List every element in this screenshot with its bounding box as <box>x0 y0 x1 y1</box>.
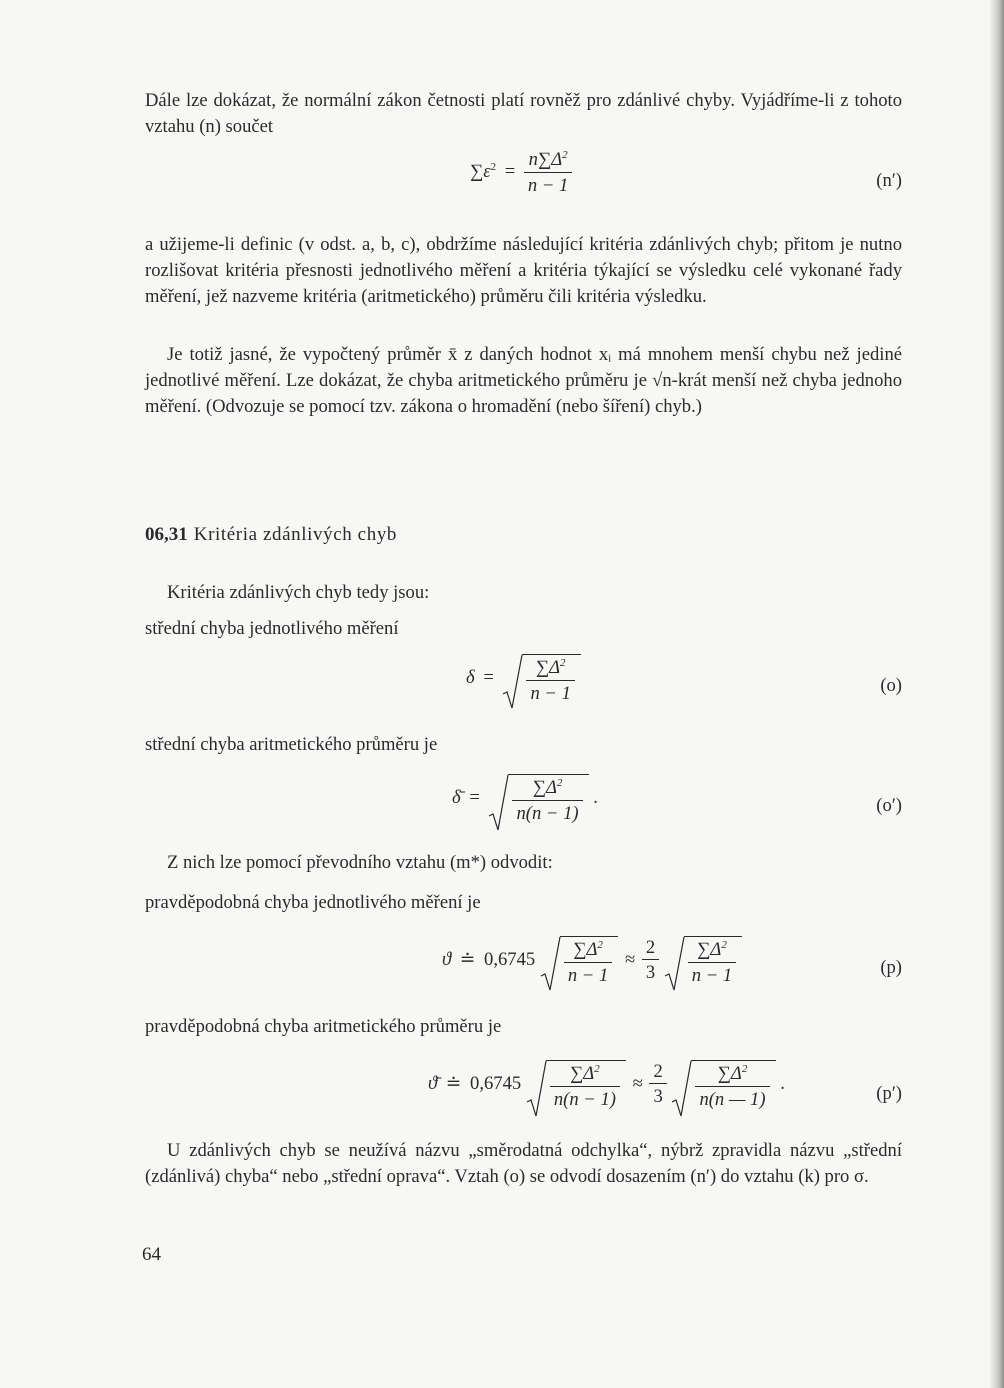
eq-o-lhs: δ <box>466 666 475 688</box>
section-heading <box>145 524 397 546</box>
equation-p-prime: ϑ̄ ≐ 0,6745 $\frac{\sum\Delta^2}{n(n - 1)}$ ≈ $\frac{2}{3}$ $\frac{\sum\Delta^2}{n(n — 1)}$ . <box>428 1060 785 1109</box>
eq-p-sqrt-2: $\frac{\sum\Delta^2}{n - 1}$ <box>664 936 742 985</box>
eq-p-prime-approx-equals: ≐ <box>445 1072 462 1094</box>
eq-o-prime-sqrt: $\frac{\sum\Delta^2}{n(n - 1)}$ <box>488 774 588 823</box>
intro-paragraph-3: Je totiž jasné, že vypočtený průměr x̄ z daných hodnot xᵢ má mnohem menší chybu než jediné jednotlivé měření. Lze dokázat, že chyba aritmetického průměru je √n-krát menší než chyba jednoho měření. (Odvozuje se pomocí tzv. zákona o hromadění (nebo šíření) chyb.) <box>145 344 902 417</box>
eq-o-prime-equals: = <box>469 786 480 808</box>
equation-o <box>466 654 581 703</box>
intro-paragraph-1: Dále lze dokázat, že normální zákon četnosti platí rovněž pro zdánlivé chyby. Vyjádříme-li z tohoto vztahu (n) součet <box>145 90 902 137</box>
label-o-prime: (o′) <box>876 795 902 816</box>
intro-paragraph-2: a užijeme-li definic (v odst. a, b, c), obdržíme následující kritéria zdánlivých chyb; přitom je nutno rozlišovat kritéria přesnosti jednotlivého měření a kritéria týkající se výsledku celé vykonané řady měření, jež nazveme kritéria (aritmetického) průměru čili kritéria výsledku. <box>145 234 902 307</box>
line-conversion: Z nich lze pomocí převodního vztahu (m*) odvodit: <box>167 852 553 873</box>
line-probable-single: pravděpodobná chyba jednotlivého měření je <box>145 892 481 913</box>
equation-o-prime: δ̄ = $\frac{\sum\Delta^2}{n(n - 1)}$ . <box>452 774 598 823</box>
line-single-measurement: střední chyba jednotlivého měření <box>145 618 399 639</box>
eq-p-prime-sqrt-2: $\frac{\sum\Delta^2}{n(n — 1)}$ <box>671 1060 775 1109</box>
eq-p-sqrt-1: $\frac{\sum\Delta^2}{n - 1}$ <box>540 936 618 985</box>
page-number: 64 <box>142 1244 161 1265</box>
eq-p-two-thirds: $\frac{2}{3}$ <box>642 939 659 983</box>
page-edge-shadow <box>990 0 1004 1388</box>
eq-p-approx-equals: ≐ <box>459 948 476 970</box>
eq-n-prime-equals: = <box>504 160 516 182</box>
eq-p-prime-sqrt-1: $\frac{\sum\Delta^2}{n(n - 1)}$ <box>526 1060 626 1109</box>
eq-p-prime-approx: ≈ <box>632 1072 643 1094</box>
eq-o-sqrt: $\frac{\sum\Delta^2}{n - 1}$ <box>502 654 580 703</box>
eq-p-prime-two-thirds: $\frac{2}{3}$ <box>649 1063 666 1107</box>
equation-p <box>442 936 742 985</box>
label-p-prime: (p′) <box>876 1083 902 1104</box>
line-mean: střední chyba aritmetického průměru je <box>145 734 438 755</box>
criteria-intro: Kritéria zdánlivých chyb tedy jsou: <box>167 582 430 603</box>
section-title: Kritéria zdánlivých chyb <box>193 524 398 545</box>
equation-n-prime <box>470 150 572 195</box>
closing-paragraph: U zdánlivých chyb se neužívá názvu „směrodatná odchylka“, nýbrž zpravidla názvu „střední (zdánlivá) chyba“ nebo „střední oprava“. Vztah (o) se odvodí dosazením (n′) do vztahu (k) pro σ. <box>145 1140 902 1187</box>
label-o: (o) <box>880 675 902 696</box>
eq-p-prime-coefficient: 0,6745 <box>470 1072 522 1094</box>
eq-o-equals: = <box>483 666 494 688</box>
section-number: 06,31 <box>145 524 188 545</box>
eq-p-approx: ≈ <box>624 948 636 970</box>
eq-o-prime-lhs: δ̄ <box>452 786 461 808</box>
eq-n-prime-lhs: $\sum\varepsilon^2$ <box>470 160 497 182</box>
eq-n-prime-fraction: $\frac{n\sum\Delta^2}{n - 1}$ <box>524 150 572 195</box>
eq-p-lhs: ϑ <box>442 948 452 970</box>
eq-p-prime-lhs: ϑ̄ <box>428 1072 438 1094</box>
eq-p-coefficient: 0,6745 <box>484 948 536 970</box>
label-p: (p) <box>880 957 902 978</box>
label-n-prime: (n′) <box>876 170 902 191</box>
line-probable-mean: pravděpodobná chyba aritmetického průměru je <box>145 1016 502 1037</box>
